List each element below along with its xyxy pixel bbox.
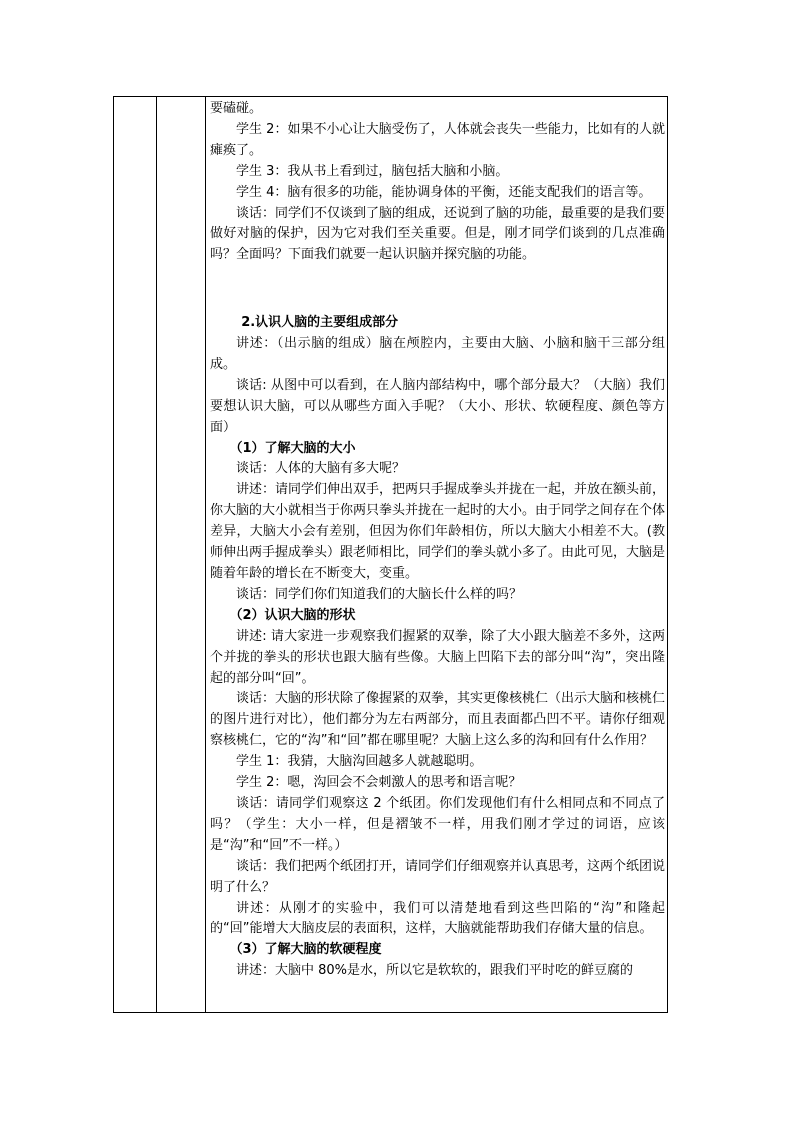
section-heading — [210, 313, 665, 334]
student-label: 学生 3： — [236, 163, 288, 179]
student-reply — [210, 162, 665, 183]
paragraph: 谈话：同学们你们知道我们的大脑长什么样的吗？ — [236, 586, 523, 602]
blank-line — [210, 279, 665, 300]
student-label: 学生 1： — [236, 754, 288, 770]
student-text: 脑有很多的功能，能协调身体的平衡，还能支配我们的语言等。 — [287, 184, 652, 200]
paragraph: 谈话：我们把两个纸团打开，请同学们仔细观察并认真思考，这两个纸团说明了什么？ — [210, 858, 666, 895]
student-text: 我猜，大脑沟回越多人就越聪明。 — [287, 754, 483, 770]
paragraph: 讲述：请同学们伸出双手，把两只手握成拳头并拢在一起，并放在额头前，你大脑的大小就相当于你两只拳头并拢在一起时的大小。由于同学之间存在个体差异，大脑大小会有差别，但因为你们年龄相仿，所以大脑大小相差不大。(教师伸出两手握成拳头）跟老师相比，同学们的拳头就小多了。由此可见，大脑是随着年龄的增长在不断变大，变重。 — [210, 482, 666, 582]
student-reply — [210, 773, 665, 794]
student-text: 嗯，沟回会不会刺激人的思考和语言呢？ — [287, 775, 522, 791]
student-text: 如果不小心让大脑受伤了，人体就会丧失一些能力，比如有的人就瘫痪了。 — [210, 121, 665, 158]
paragraph: 谈话：请同学们观察这 2 个纸团。你们发现他们有什么相同点和不同点了吗？（学生：大小一样，但是褶皱不一样，用我们刚才学过的词语，应该是“沟”和“回”不一样。） — [210, 795, 665, 853]
student-label: 学生 4： — [236, 184, 288, 200]
paragraph: 讲述：从刚才的实验中，我们可以清楚地看到这些凹陷的“沟”和隆起的“回”能增大大脑皮层的表面积，这样，大脑就能帮助我们存储大量的信息。 — [210, 900, 665, 937]
student-reply — [210, 120, 665, 162]
column-divider — [205, 97, 206, 1012]
student-label: 学生 2： — [236, 775, 288, 791]
continued-paragraph: 要磕碰。 — [210, 101, 263, 116]
paragraph: 讲述：（出示脑的组成）脑在颅腔内，主要由大脑、小脑和脑干三部分组成。 — [210, 336, 665, 372]
paragraph: 谈话: 从图中可以看到，在人脑内部结构中，哪个部分最大？（大脑）我们要想认识大脑，可以从哪些方面入手呢？（大小、形状、软硬程度、颜色等方面） — [210, 377, 665, 435]
student-label: 学生 2： — [236, 121, 288, 137]
paragraph: 讲述: 请大家进一步观察我们握紧的双拳，除了大小跟大脑差不多外，这两个并拢的拳头的形状也跟大脑有些像。大脑上凹陷下去的部分叫“沟”，突出隆起的部分叫“回”。 — [210, 628, 665, 686]
paragraph: 谈话：人体的大脑有多大呢？ — [236, 461, 406, 477]
subheading-text: （2）认识大脑的形状 — [229, 607, 356, 623]
column-divider — [156, 97, 157, 1012]
paragraph: 谈话：大脑的形状除了像握紧的双拳，其实更像核桃仁（出示大脑和核桃仁的图片进行对比），他们都分为左右两部分，而且表面都凸凹不平。请你仔细观察核桃仁，它的“沟”和“回”都在哪里呢？大脑上这么多的沟和回有什么作用？ — [210, 691, 666, 749]
subheading-text: （1）了解大脑的大小 — [229, 440, 356, 456]
paragraph: 谈话：同学们不仅谈到了脑的组成，还说到了脑的功能，最重要的是我们要做好对脑的保护，因为它对我们至关重要。但是，刚才同学们谈到的几点准确吗？全面吗？下面我们就要一起认识脑并探究脑的功能。 — [210, 205, 666, 263]
subsection-heading — [210, 606, 665, 627]
subsection-heading — [210, 439, 665, 460]
subheading-text: （3）了解大脑的软硬程度 — [229, 942, 382, 958]
student-text: 我从书上看到过，脑包括大脑和小脑。 — [287, 163, 509, 179]
student-reply — [210, 752, 665, 773]
heading-text: 2.认识人脑的主要组成部分 — [241, 315, 399, 331]
lesson-content-cell — [210, 99, 665, 982]
paragraph: 讲述：大脑中 80%是水，所以它是软软的，跟我们平时吃的鲜豆腐的 — [236, 963, 634, 979]
subsection-heading — [210, 940, 665, 961]
student-reply — [210, 183, 665, 204]
